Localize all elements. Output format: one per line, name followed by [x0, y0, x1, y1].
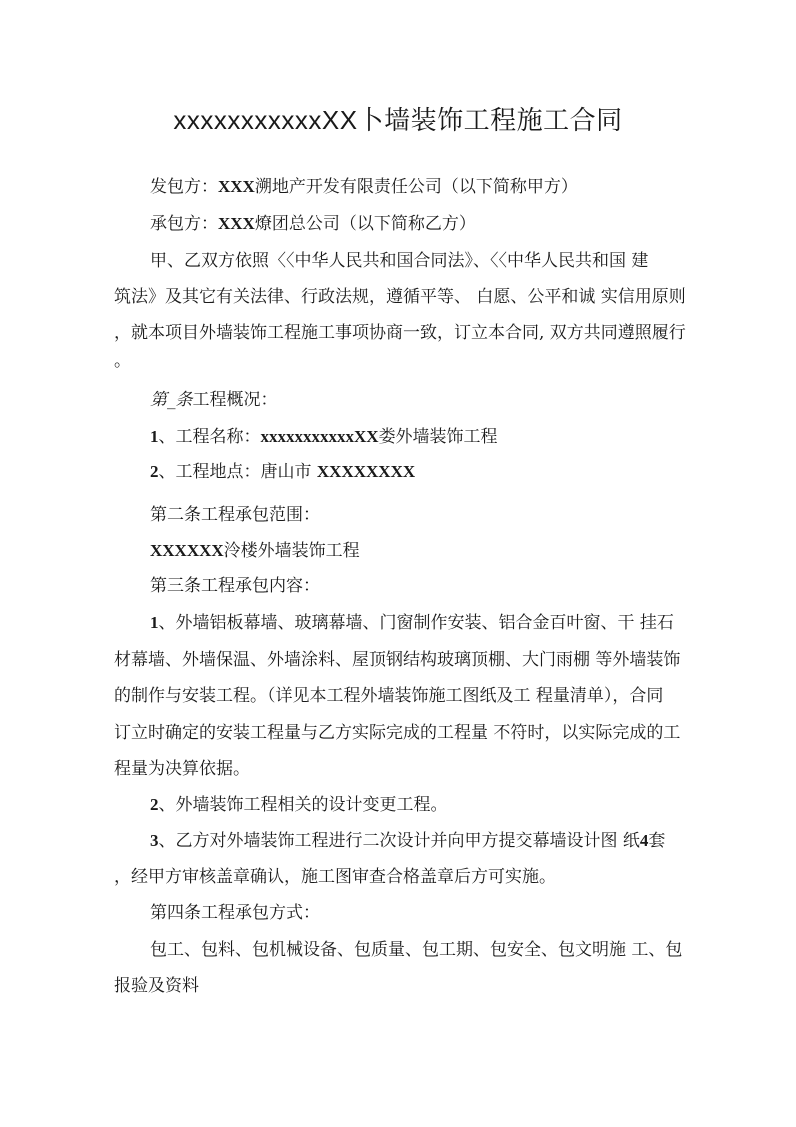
title-prefix: xxxxxxxxxxxXX	[173, 105, 358, 135]
article-3-heading: 第三条工程承包内容：	[150, 576, 320, 596]
item-number: 1	[150, 427, 159, 446]
party-b-line	[150, 213, 476, 235]
item-number: 3	[150, 831, 159, 850]
item-number: 2	[150, 795, 159, 814]
article-1-item-2	[150, 461, 415, 483]
article-3-item-1-line-3: 的制作与安装工程。（详见本工程外墙装饰施工图纸及工 程量清单），合同	[114, 686, 664, 706]
article-1-heading	[150, 389, 278, 411]
item-text: 、外墙装饰工程相关的设计变更工程。	[158, 795, 448, 815]
location-code: XXXXXXXX	[316, 462, 416, 481]
document-title	[0, 100, 796, 137]
article-4-line-1: 包工、包料、包机械设备、包质量、包工期、包安全、包文明施 工、包	[150, 940, 683, 960]
party-a-line	[150, 176, 578, 198]
party-b-label: 承包方：	[150, 214, 218, 234]
scope-code: XXXXXX	[150, 541, 224, 560]
item-number: 2	[150, 462, 159, 481]
item-number: 1	[150, 613, 159, 632]
article-2-heading: 第二条工程承包范围：	[150, 505, 320, 525]
title-text: 卜墙装饰工程施工合同	[357, 106, 623, 136]
article-1-title: 工程概况：	[192, 390, 278, 410]
article-3-item-1-line-1	[150, 612, 674, 634]
party-a-label: 发包方：	[150, 177, 218, 197]
party-a-text: 溯地产开发有限责任公司（以下简称甲方）	[254, 177, 578, 197]
article-3-item-3-line-2: ，经甲方审核盖章确认，施工图审查合格盖章后方可实施。	[114, 867, 556, 887]
drawing-set-count: 4	[639, 831, 649, 850]
intro-line-2: 筑法》及其它有关法律、行政法规，遵循平等、 白愿、公平和诚 实信用原则	[114, 287, 686, 307]
article-3-item-1-line-5: 程量为决算依据。	[114, 759, 250, 779]
item-label: 、工程地点：唐山市	[158, 462, 317, 482]
article-3-item-3-line-1	[150, 830, 665, 852]
intro-line-1: 甲、乙双方依照〈〈中华人民共和国合同法》、〈〈中华人民共和国 建	[150, 251, 649, 271]
item-text-end: 套	[648, 831, 666, 851]
article-2-scope	[150, 540, 360, 562]
item-label: 、工程名称：	[158, 427, 261, 447]
project-name: 娄外墙装饰工程	[378, 427, 498, 447]
article-3-item-1-line-4: 订立时确定的安装工程量与乙方实际完成的工程量 不符时，以实际完成的工	[114, 723, 681, 743]
article-1-item-1	[150, 426, 498, 448]
article-3-item-1-line-2: 材幕墙、外墙保温、外墙涂料、屋顶钢结构玻璃顶棚、大门雨棚 等外墙装饰	[114, 650, 681, 670]
article-4-line-2: 报验及资料	[114, 976, 199, 996]
scope-text: 泠楼外墙装饰工程	[223, 541, 360, 561]
intro-line-3: ，就本项目外墙装饰工程施工事项协商一致，订立本合同, 双方共同遵照履行	[114, 323, 686, 343]
item-text: 、外墙铝板幕墙、玻璃幕墙、门窗制作安装、铝合金百叶窗、干 挂石	[158, 613, 674, 633]
intro-line-4: 。	[114, 351, 131, 371]
party-b-text: 燎团总公司（以下简称乙方）	[254, 214, 476, 234]
article-4-heading: 第四条工程承包方式：	[150, 903, 320, 923]
project-code: xxxxxxxxxxxXX	[260, 427, 379, 446]
party-a-code: XXX	[218, 177, 255, 196]
article-1-number: 第_条	[150, 390, 193, 410]
item-text: 、乙方对外墙装饰工程进行二次设计并向甲方提交幕墙设计图 纸	[158, 831, 640, 851]
article-3-item-2	[150, 794, 448, 816]
party-b-code: XXX	[218, 214, 255, 233]
